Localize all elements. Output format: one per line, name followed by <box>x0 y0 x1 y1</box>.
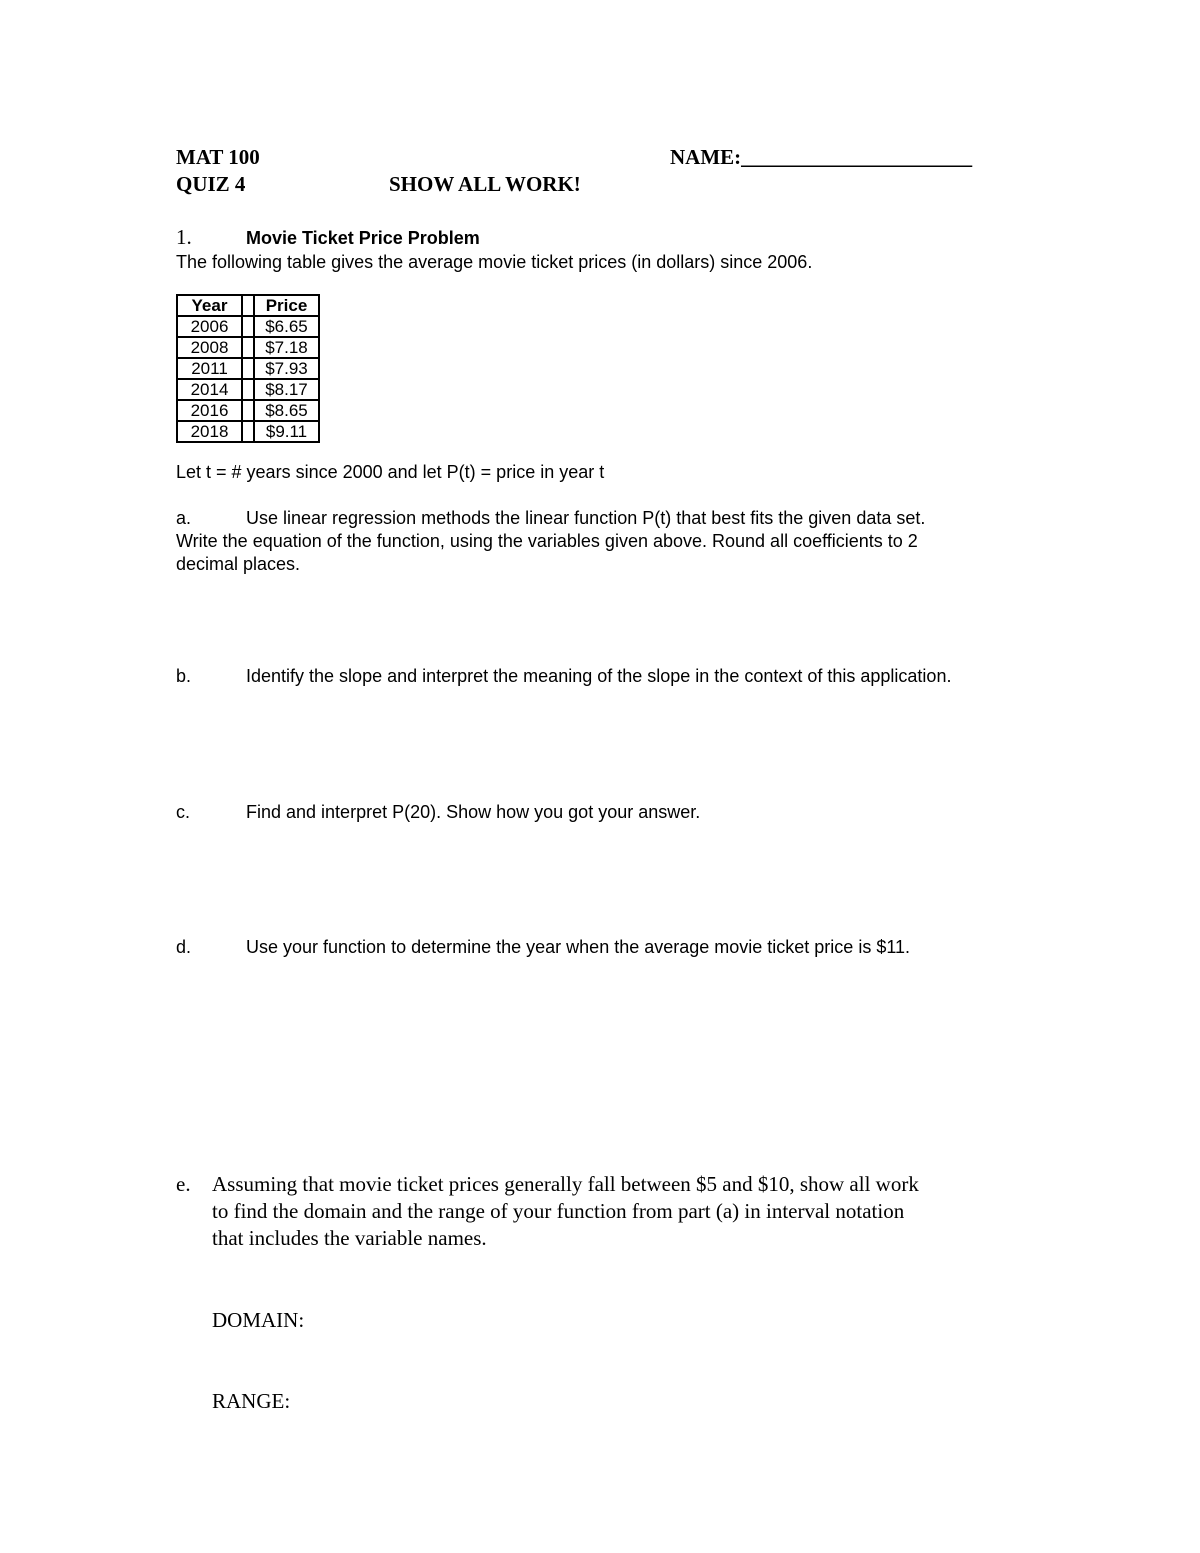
table-spacer <box>242 337 254 358</box>
price-cell: $7.93 <box>254 358 319 379</box>
quiz-title: QUIZ 4 <box>176 172 246 196</box>
part-d-text: Use your function to determine the year when the average movie ticket price is $11. <box>246 937 911 957</box>
table-row <box>177 421 319 442</box>
table-row <box>177 337 319 358</box>
table-spacer <box>242 400 254 421</box>
price-cell: $6.65 <box>254 316 319 337</box>
part-e-line3: that includes the variable names. <box>212 1226 487 1250</box>
table-header-row <box>177 295 319 316</box>
domain-label: DOMAIN: <box>212 1308 305 1332</box>
table-header-price: Price <box>254 295 319 316</box>
year-cell: 2014 <box>177 379 242 400</box>
part-e-line2: to find the domain and the range of your function from part (a) in interval notation <box>212 1199 905 1223</box>
part-e-label: e. <box>176 1172 191 1196</box>
part-a-text-line2: Write the equation of the function, using the variables given above. Round all coefficients to 2 <box>176 531 918 551</box>
price-cell: $8.65 <box>254 400 319 421</box>
price-cell: $8.17 <box>254 379 319 400</box>
part-a-label: a. <box>176 508 192 528</box>
price-cell: $9.11 <box>254 421 319 442</box>
year-cell: 2008 <box>177 337 242 358</box>
price-cell: $7.18 <box>254 337 319 358</box>
part-b <box>176 665 1036 688</box>
year-cell: 2018 <box>177 421 242 442</box>
part-a <box>176 507 1036 576</box>
range-label: RANGE: <box>212 1389 291 1413</box>
table-header-year: Year <box>177 295 242 316</box>
year-cell: 2011 <box>177 358 242 379</box>
table-spacer <box>242 295 254 316</box>
year-cell: 2006 <box>177 316 242 337</box>
part-d <box>176 936 1036 959</box>
variable-definition: Let t = # years since 2000 and let P(t) = price in year t <box>176 462 605 482</box>
part-e-line1: Assuming that movie ticket prices generally fall between $5 and $10, show all work <box>212 1172 919 1196</box>
part-a-text: Use linear regression methods the linear function P(t) that best fits the given data set. <box>246 508 926 528</box>
instruction: SHOW ALL WORK! <box>389 172 581 196</box>
part-c <box>176 801 1036 824</box>
name-field-label: NAME:______________________ <box>670 145 973 169</box>
part-d-label: d. <box>176 937 192 957</box>
table-row <box>177 316 319 337</box>
table-row <box>177 400 319 421</box>
table-spacer <box>242 421 254 442</box>
year-cell: 2016 <box>177 400 242 421</box>
problem-number: 1. <box>176 225 192 249</box>
course-code: MAT 100 <box>176 145 260 169</box>
table-spacer <box>242 358 254 379</box>
part-b-text: Identify the slope and interpret the meaning of the slope in the context of this application. <box>246 666 952 686</box>
table-spacer <box>242 379 254 400</box>
price-table <box>176 294 320 443</box>
part-c-label: c. <box>176 802 191 822</box>
part-b-label: b. <box>176 666 192 686</box>
part-c-text: Find and interpret P(20). Show how you got your answer. <box>246 802 701 822</box>
part-a-text-line3: decimal places. <box>176 554 301 574</box>
problem-intro: The following table gives the average movie ticket prices (in dollars) since 2006. <box>176 252 813 272</box>
table-row <box>177 358 319 379</box>
problem-title: Movie Ticket Price Problem <box>246 228 480 248</box>
table-spacer <box>242 316 254 337</box>
table-row <box>177 379 319 400</box>
